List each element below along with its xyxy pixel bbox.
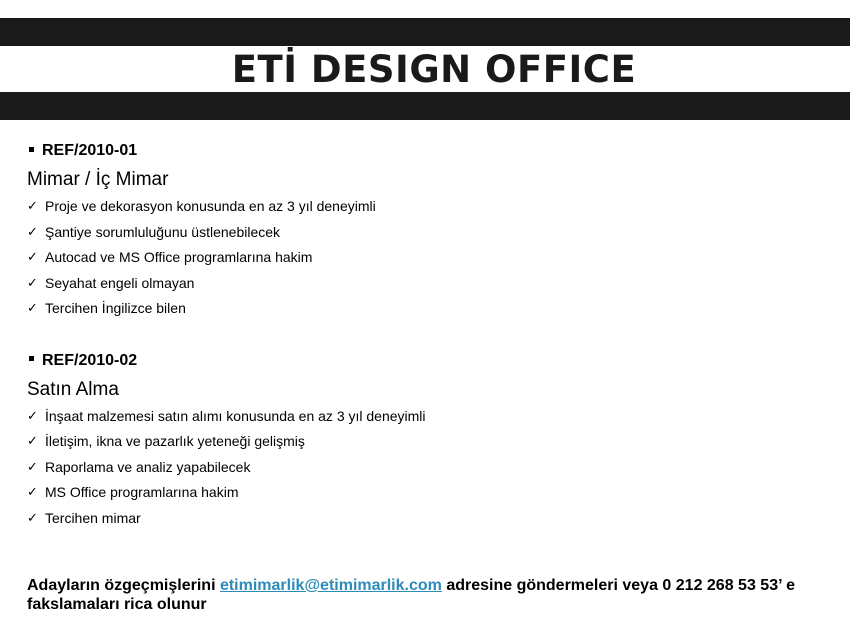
email-link[interactable]: etimimarlik@etimimarlik.com [219,577,442,594]
ref-code: REF/2010-02 [42,351,138,369]
footer-text-before: Adayların özgeçmişlerini [27,577,220,594]
requirement-item: ✓ Tercihen mimar [27,506,842,532]
requirement-item: ✓ İletişim, ikna ve pazarlık yeteneği gelişmiş [27,429,842,455]
application-instructions [27,576,837,614]
brand-logo: ETİ DESIGN OFFICE [231,48,637,91]
requirement-item: ✓ MS Office programlarına hakim [27,480,842,506]
posting-title: Satın Alma [27,378,119,400]
check-icon: ✓ [27,224,38,240]
header-band-bottom [0,92,850,120]
check-icon: ✓ [27,275,38,291]
ref-code: REF/2010-01 [42,142,138,159]
requirement-item: ✓ Autocad ve MS Office programlarına hakim [27,245,842,271]
check-icon: ✓ [27,301,38,316]
square-bullet-icon [29,356,34,361]
requirement-item: ✓ Proje ve dekorasyon konusunda en az 3 yıl deneyimli [27,194,842,220]
requirement-item: ✓ Tercihen İngilizce bilen [27,296,842,322]
check-icon: ✓ [27,250,38,265]
check-icon: ✓ [27,459,38,475]
posting-ref [27,350,842,372]
requirement-item: ✓ Şantiye sorumluluğunu üstlenebilecek [27,220,842,246]
square-bullet-icon [29,147,34,152]
job-postings [27,140,842,531]
check-icon: ✓ [27,408,38,424]
check-icon: ✓ [27,434,38,449]
check-icon: ✓ [27,485,38,500]
footer-text-after: adresine göndermeleri veya 0 212 268 53 53’ e fakslamaları rica olunur [27,577,795,613]
requirement-item: ✓ Seyahat engeli olmayan [27,271,842,297]
header-band-top [0,18,850,46]
check-icon: ✓ [27,510,38,526]
posting-title: Mimar / İç Mimar [27,169,169,190]
requirement-item: ✓ İnşaat malzemesi satın alımı konusunda en az 3 yıl deneyimli [27,404,842,430]
requirement-item: ✓ Raporlama ve analiz yapabilecek [27,455,842,481]
posting-ref [27,140,842,162]
check-icon: ✓ [27,199,38,214]
